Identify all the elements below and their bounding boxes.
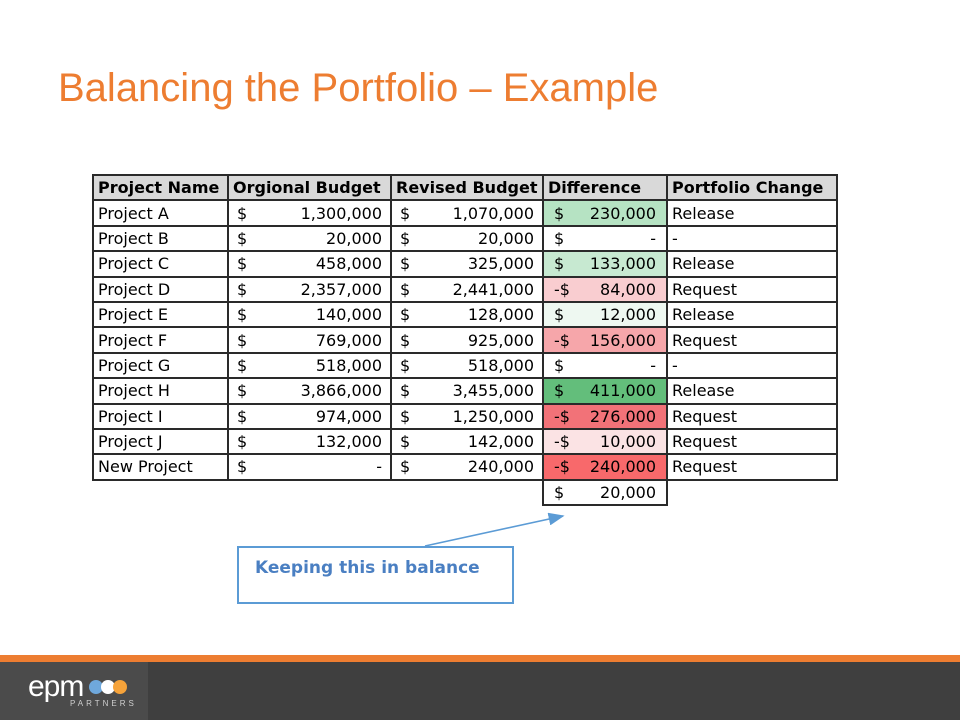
- revised-budget-cell: [391, 378, 543, 403]
- revised-budget-cell: [391, 454, 543, 479]
- header-revised-budget: Revised Budget: [391, 175, 543, 200]
- portfolio-change-cell: Request: [667, 429, 837, 454]
- revised-budget-cell-symbol: $: [400, 355, 411, 375]
- difference-total-cell-symbol: $: [554, 482, 565, 502]
- difference-total-cell: [543, 480, 667, 505]
- table-row: [93, 378, 837, 403]
- table-row: [93, 302, 837, 327]
- revised-budget-cell-amount: 20,000: [478, 228, 534, 248]
- revised-budget-cell-amount: 1,070,000: [452, 203, 534, 223]
- portfolio-change-cell: Release: [667, 251, 837, 276]
- revised-budget-cell-amount: 128,000: [467, 305, 534, 325]
- portfolio-change-cell: -: [667, 226, 837, 251]
- original-budget-cell-amount: 2,357,000: [300, 279, 382, 299]
- original-budget-cell: [228, 200, 391, 225]
- original-budget-cell-symbol: $: [237, 254, 248, 274]
- portfolio-change-cell: Request: [667, 454, 837, 479]
- table-row: [93, 327, 837, 352]
- difference-cell: [543, 251, 667, 276]
- header-difference: Difference: [543, 175, 667, 200]
- header-project-name: Project Name: [93, 175, 228, 200]
- portfolio-change-cell: Release: [667, 200, 837, 225]
- project-name-cell: Project F: [93, 327, 228, 352]
- revised-budget-cell-symbol: $: [400, 228, 411, 248]
- difference-cell-symbol: -$: [554, 432, 570, 452]
- budget-table: [92, 174, 838, 506]
- table-row: [93, 226, 837, 251]
- original-budget-cell-symbol: $: [237, 432, 248, 452]
- original-budget-cell-amount: 3,866,000: [300, 381, 382, 401]
- revised-budget-cell-symbol: $: [400, 457, 411, 477]
- difference-cell-symbol: $: [554, 254, 565, 274]
- original-budget-cell: [228, 277, 391, 302]
- difference-cell: [543, 429, 667, 454]
- difference-cell-symbol: -$: [554, 330, 570, 350]
- original-budget-cell: [228, 327, 391, 352]
- difference-cell: [543, 454, 667, 479]
- difference-cell-amount: 84,000: [600, 279, 656, 299]
- revised-budget-cell-symbol: $: [400, 279, 411, 299]
- header-row: [93, 175, 837, 200]
- project-name-cell: Project B: [93, 226, 228, 251]
- blank-cell: [93, 480, 228, 505]
- difference-cell: [543, 378, 667, 403]
- difference-cell: [543, 277, 667, 302]
- portfolio-change-cell: Release: [667, 378, 837, 403]
- difference-cell-amount: 230,000: [589, 203, 656, 223]
- project-name-cell: Project D: [93, 277, 228, 302]
- revised-budget-cell-amount: 325,000: [467, 254, 534, 274]
- revised-budget-cell: [391, 226, 543, 251]
- revised-budget-cell: [391, 200, 543, 225]
- portfolio-change-cell: Request: [667, 404, 837, 429]
- difference-cell-symbol: $: [554, 203, 565, 223]
- table-row: [93, 454, 837, 479]
- logo-text: epm: [28, 670, 84, 703]
- revised-budget-cell: [391, 429, 543, 454]
- revised-budget-cell-symbol: $: [400, 432, 411, 452]
- original-budget-cell: [228, 378, 391, 403]
- revised-budget-cell: [391, 251, 543, 276]
- original-budget-cell: [228, 404, 391, 429]
- difference-cell-amount: -: [650, 355, 656, 375]
- project-name-cell: Project I: [93, 404, 228, 429]
- difference-cell-symbol: $: [554, 381, 565, 401]
- original-budget-cell-symbol: $: [237, 330, 248, 350]
- original-budget-cell-amount: 20,000: [326, 228, 382, 248]
- original-budget-cell-amount: 1,300,000: [300, 203, 382, 223]
- revised-budget-cell-amount: 518,000: [467, 355, 534, 375]
- revised-budget-cell-symbol: $: [400, 305, 411, 325]
- difference-cell-amount: 133,000: [589, 254, 656, 274]
- original-budget-cell: [228, 226, 391, 251]
- revised-budget-cell-amount: 142,000: [467, 432, 534, 452]
- project-name-cell: Project A: [93, 200, 228, 225]
- revised-budget-cell: [391, 404, 543, 429]
- original-budget-cell-symbol: $: [237, 406, 248, 426]
- blank-cell: [391, 480, 543, 505]
- slide-title: Balancing the Portfolio – Example: [58, 66, 659, 110]
- difference-cell-amount: 240,000: [589, 457, 656, 477]
- original-budget-cell-amount: 132,000: [315, 432, 382, 452]
- revised-budget-cell-amount: 2,441,000: [452, 279, 534, 299]
- project-name-cell: Project E: [93, 302, 228, 327]
- revised-budget-cell: [391, 277, 543, 302]
- original-budget-cell: [228, 429, 391, 454]
- revised-budget-cell-symbol: $: [400, 381, 411, 401]
- logo-subtext: PARTNERS: [70, 699, 137, 708]
- difference-cell: [543, 327, 667, 352]
- revised-budget-cell: [391, 327, 543, 352]
- original-budget-cell-amount: 458,000: [315, 254, 382, 274]
- original-budget-cell-amount: 140,000: [315, 305, 382, 325]
- original-budget-cell-symbol: $: [237, 457, 248, 477]
- difference-cell-symbol: -$: [554, 457, 570, 477]
- project-name-cell: New Project: [93, 454, 228, 479]
- project-name-cell: Project H: [93, 378, 228, 403]
- difference-cell: [543, 302, 667, 327]
- original-budget-cell-amount: -: [376, 457, 382, 477]
- revised-budget-cell: [391, 353, 543, 378]
- original-budget-cell-amount: 518,000: [315, 355, 382, 375]
- header-original-budget: Orgional Budget: [228, 175, 391, 200]
- difference-cell: [543, 226, 667, 251]
- logo-circles-icon: [88, 676, 130, 698]
- blank-cell: [228, 480, 391, 505]
- callout-box: [237, 546, 514, 604]
- revised-budget-cell-amount: 925,000: [467, 330, 534, 350]
- difference-cell-amount: 411,000: [589, 381, 656, 401]
- portfolio-change-cell: Request: [667, 327, 837, 352]
- original-budget-cell-symbol: $: [237, 279, 248, 299]
- difference-cell-symbol: $: [554, 228, 565, 248]
- original-budget-cell: [228, 353, 391, 378]
- revised-budget-cell-amount: 1,250,000: [452, 406, 534, 426]
- table-row: [93, 277, 837, 302]
- difference-cell: [543, 404, 667, 429]
- original-budget-cell-symbol: $: [237, 305, 248, 325]
- difference-cell-symbol: $: [554, 355, 565, 375]
- blank-cell: [667, 480, 837, 505]
- table-row: [93, 404, 837, 429]
- difference-total-cell-amount: 20,000: [600, 482, 656, 502]
- difference-cell-symbol: -$: [554, 279, 570, 299]
- revised-budget-cell-amount: 3,455,000: [452, 381, 534, 401]
- revised-budget-cell-symbol: $: [400, 254, 411, 274]
- difference-cell-amount: 276,000: [589, 406, 656, 426]
- project-name-cell: Project C: [93, 251, 228, 276]
- difference-cell-amount: -: [650, 228, 656, 248]
- project-name-cell: Project J: [93, 429, 228, 454]
- difference-cell: [543, 200, 667, 225]
- difference-cell-amount: 10,000: [600, 432, 656, 452]
- original-budget-cell-symbol: $: [237, 228, 248, 248]
- original-budget-cell-symbol: $: [237, 381, 248, 401]
- total-row: [93, 480, 837, 505]
- original-budget-cell-symbol: $: [237, 203, 248, 223]
- table-row: [93, 251, 837, 276]
- original-budget-cell: [228, 302, 391, 327]
- callout-text: Keeping this in balance: [255, 558, 480, 578]
- portfolio-change-cell: Release: [667, 302, 837, 327]
- original-budget-cell: [228, 454, 391, 479]
- original-budget-cell-amount: 974,000: [315, 406, 382, 426]
- table-row: [93, 200, 837, 225]
- revised-budget-cell-symbol: $: [400, 406, 411, 426]
- difference-cell-amount: 12,000: [600, 305, 656, 325]
- difference-cell-symbol: -$: [554, 406, 570, 426]
- table-row: [93, 353, 837, 378]
- difference-cell-amount: 156,000: [589, 330, 656, 350]
- revised-budget-cell: [391, 302, 543, 327]
- revised-budget-cell-amount: 240,000: [467, 457, 534, 477]
- revised-budget-cell-symbol: $: [400, 203, 411, 223]
- original-budget-cell-symbol: $: [237, 355, 248, 375]
- project-name-cell: Project G: [93, 353, 228, 378]
- portfolio-change-cell: -: [667, 353, 837, 378]
- original-budget-cell-amount: 769,000: [315, 330, 382, 350]
- original-budget-cell: [228, 251, 391, 276]
- difference-cell-symbol: $: [554, 305, 565, 325]
- table-row: [93, 429, 837, 454]
- difference-cell: [543, 353, 667, 378]
- footer-accent-line: [0, 655, 960, 662]
- portfolio-change-cell: Request: [667, 277, 837, 302]
- revised-budget-cell-symbol: $: [400, 330, 411, 350]
- header-portfolio-change: Portfolio Change: [667, 175, 837, 200]
